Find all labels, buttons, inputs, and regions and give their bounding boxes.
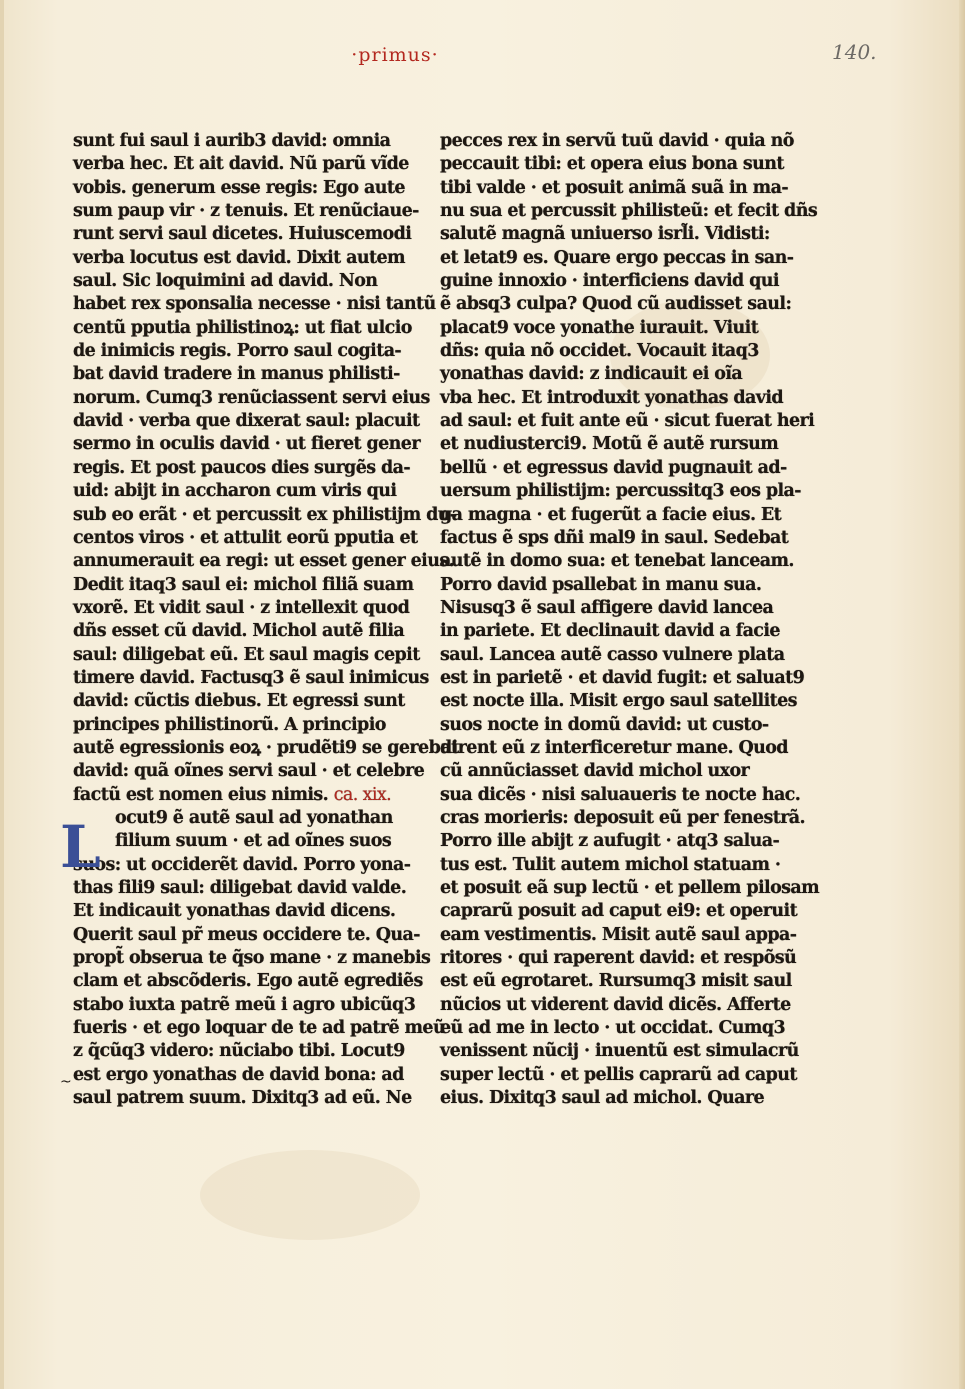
text-line: placat9 voce yonathe iurauit. Viuit [440,317,759,338]
text-line: in pariete. Et declinauit david a facie [440,621,780,642]
text-line: sermo in oculis david · ut fieret gener [73,434,420,455]
text-line: vxorẽ. Et vidit saul · z intellexit quod [73,597,410,618]
text-line: filium suum · et ad oĩnes suos [115,831,392,852]
text-line: est nocte illa. Misit ergo saul satellites [440,691,797,712]
text-line: fueris · et ego loquar de te ad patrẽ meũ [73,1018,446,1039]
text-line: uersum philistijm: percussitq3 eos pla- [440,481,801,502]
text-line: bellũ · et egressus david pugnauit ad- [440,457,787,478]
text-line: thas fili9 saul: diligebat david valde. [73,878,407,898]
text-line: salutẽ magnã uniuerso isrl̃i. Vidisti: [440,224,770,245]
text-line: Porro david psallebat in manu sua. [440,574,762,595]
text-line: Dedit itaq3 saul ei: michol filiã suam [73,574,414,595]
text-line: venissent nũcij · inuentũ est simulacrũ [440,1041,799,1062]
text-line: z q̃cũq3 videro: nũciabo tibi. Locut9 [73,1041,405,1062]
text-line: eius. Dixitq3 saul ad michol. Quare [440,1088,765,1109]
text-line: centũ pputia philistinoꝝ: ut fiat ulcio [73,317,412,338]
text-line: saul: diligebat eũ. Et saul magis cepit [73,644,420,665]
text-line: ritores · qui raperent david: et respõsũ [440,948,797,969]
text-line: eam vestimentis. Misit autẽ saul appa- [440,924,797,945]
text-line: principes philistinorũ. A principio [73,714,386,735]
text-line: Et indicauit yonathas david dicens. [73,901,396,922]
text-line: et nudiusterci9. Motũ ẽ autẽ rursum [440,434,779,455]
page-right-edge [959,0,965,1389]
parchment-stain [200,1150,420,1240]
text-line: verba locutus est david. Dixit autem [73,247,405,268]
text-line: cũ annũciasset david michol uxor [440,761,750,782]
running-title: ·primus· [351,44,439,66]
text-line: uid: abijt in accharon cum viris qui [73,481,397,502]
text-line: norum. Cumq3 renũciassent servi eius [73,387,430,408]
text-line: bat david tradere in manus philisti- [73,364,400,385]
text-line: de inimicis regis. Porro saul cogita- [73,341,402,362]
text-line: david: quã oĩnes servi saul · et celebre [73,761,425,782]
chapter-text [73,807,446,1110]
text-line: sum paup vir · z tenuis. Et renũciaue- [73,201,419,222]
text-line: ga magna · et fugerũt a facie eius. Et [440,504,782,525]
text-line: Querit saul pr̃ meus occidere te. Qua- [73,924,420,945]
text-line: dñs: quia nõ occidet. Vocauit itaq3 [440,341,759,362]
text-line: caprarũ posuit ad caput ei9: et operuit [440,901,798,922]
text-line: pecces rex in servũ tuũ david · quia nõ [440,131,794,151]
left-column-text [73,130,459,807]
text-line: Nisusq3 ẽ saul affigere david lancea [440,597,774,618]
text-line: eũ ad me in lecto · ut occidat. Cumq3 [440,1018,786,1039]
text-line: habet rex sponsalia necesse · nisi tantũ [73,294,436,315]
text-line: super lectũ · et pellis caprarũ ad caput [440,1064,797,1085]
text-line: propt̃ obserua te q̃so mane · z manebis [73,948,431,969]
text-line: et posuit eã sup lectũ · et pellem pilosam [440,878,820,898]
text-line: regis. Et post paucos dies surgẽs da- [73,457,411,478]
text-line: clam et abscõderis. Ego autẽ egrediẽs [73,971,423,992]
page-left-edge [0,0,4,1389]
text-line: nu sua et percussit philisteũ: et fecit dñs [440,201,818,222]
text-line: verba hec. Et ait david. Nũ parũ vĩde [73,154,409,175]
decorated-initial: L [60,813,101,881]
text-line: cras morieris: deposuit eũ per fenestrã. [440,807,806,828]
margin-note: ~ [60,1074,72,1090]
text-line: suos nocte in domũ david: ut custo- [440,714,769,735]
text-line: ẽ absq3 culpa? Quod cũ audisset saul: [440,294,792,315]
text-line: centos viros · et attulit eorũ pputia et [73,527,418,548]
text-line: dñs esset cũ david. Michol autẽ filia [73,621,405,642]
right-column-text [440,130,820,1110]
text-line: stabo iuxta patrẽ meũ i agro ubicũq3 [73,994,416,1015]
text-line: Porro ille abijt z aufugit · atq3 salua- [440,831,780,852]
right-column [440,130,820,1110]
text-line: saul. Sic loquimini ad david. Non [73,271,378,292]
text-line: vba hec. Et introduxit yonathas david [440,387,784,408]
text-line: sunt fui saul i aurib3 david: omnia [73,131,391,151]
folio-number: 140. [832,40,877,64]
text-line: suos: ut occiderẽt david. Porro yona- [73,854,411,875]
text-line: ad saul: et fuit ante eũ · sicut fuerat heri [440,411,815,432]
text-line: nũcios ut viderent david dicẽs. Afferte [440,994,791,1015]
text-line: peccauit tibi: et opera eius bona sunt [440,154,784,175]
text-line: et letat9 es. Quare ergo peccas in san- [440,247,794,268]
text-line: saul patrem suum. Dixitq3 ad eũ. Ne [73,1088,412,1109]
text-line: sua dicẽs · nisi saluaueris te nocte hac. [440,784,801,805]
text-line: est ergo yonathas de david bona: ad [73,1064,404,1085]
text-line-content: factũ est nomen eius nimis. [73,784,329,805]
text-line: autẽ egressionis eoꝝ · prudẽti9 se gerebat [73,737,459,758]
text-line: tus est. Tulit autem michol statuam · [440,854,781,875]
text-line: runt servi saul dicetes. Huiuscemodi [73,224,412,245]
text-line: ocut9 ẽ autẽ saul ad yonathan [115,807,393,828]
text-line: guine innoxio · interficiens david qui [440,271,779,292]
text-line: david · verba que dixerat saul: placuit [73,411,420,432]
text-line-with-rubric [73,784,392,807]
left-column [73,130,459,1110]
text-line: tibi valde · et posuit animã suã in ma- [440,177,788,198]
text-line: dirent eũ z interficeretur mane. Quod [440,737,788,758]
text-line: saul. Lancea autẽ casso vulnere plata [440,644,785,665]
text-line: david: cũctis diebus. Et egressi sunt [73,691,405,712]
text-line: sub eo erãt · et percussit ex philistijm du- [73,504,457,525]
chapter-rubric: ca. xix. [333,784,392,805]
text-line: yonathas david: z indicauit ei oĩa [440,364,743,385]
text-line: vobis. generum esse regis: Ego aute [73,177,405,198]
text-line: autẽ in domo sua: et tenebat lanceam. [440,551,794,572]
text-line: est eũ egrotaret. Rursumq3 misit saul [440,971,792,992]
text-line: timere david. Factusq3 ẽ saul inimicus [73,667,429,688]
text-line: est in parietẽ · et david fugit: et saluat9 [440,667,805,688]
text-line: factus ẽ sps dñi mal9 in saul. Sedebat [440,527,789,548]
text-line: annumerauit ea regi: ut esset gener eius. [73,551,455,572]
